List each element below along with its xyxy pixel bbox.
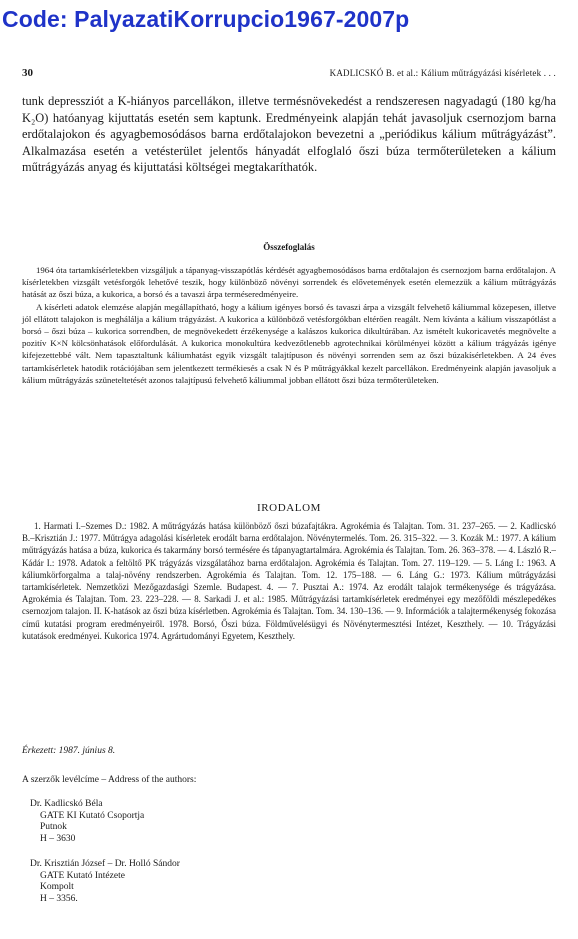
references-list: 1. Harmati I.–Szemes D.: 1982. A műtrágyázás hatása különböző őszi búzafajtákra. Agrokémia és Talajtan. Tom. 31. 237–265. — 2. Kadlicskó B.–Krisztián J.: 1977. Műtrágya adagolási kísérletek erodált barna erdőtalajon. Növénytermelés. Tom. 26. 315–322. — 3. Kozák M.: 1977. A kálium műtrágyázás hatása a búza, kukorica és takarmány borsó termésére és tápanyagtartalmára. Agrokémia és Talajtan. Tom. 26. 363–378. — 4. László R.–Kádár I.: 1978. Adatok a feltöltő PK trágyázás vizsgálatához barna erdőtalajon. Agrokémia és Talajtan. Tom. 27. 119–129. — 5. Láng I.: 1963. A káliumkörforgalma a talaj-növény rendszerben. Agrokémia és Talajtan. Tom. 12. 175–188. — 6. Láng G.: 1973. Kálium műtrágyázási tartamkísérletek. Nemzetközi Mezőgazdasági Szemle. Budapest. 4. — 7. Pusztai A.: 1974. Az erodált talajok termékenysége és trágyázása. Agrokémia és Talajtan. Tom. 23. 223–228. — 8. Sarkadi J. et al.: 1985. Műtrágyázási tartamkísérletek eredményei egy mezőföldi mészlepedékes csernozjom talajon. II. K-hatások az őszi búza kísérletben. Agrokémia és Talajtan. Tom. 34. 130–136. — 9. Információk a talajtermékenység fokozása című kutatási program eredményeiről. 1978. Borsó, Őszi búza. Földművelésügyi és Növénytermesztési Intézet, Keszthely. — 10. Trágyázási kutatások eredményei. Kukorica 1974. Agrártudományi Egyetem, Keszthely. [22, 521, 556, 641]
running-title: KADLICSKÓ B. et al.: Kálium műtrágyázási kísérletek . . . [329, 68, 556, 78]
address-heading: A szerzők levélcíme – Address of the authors: [22, 775, 197, 785]
received-date: Érkezett: 1987. június 8. [22, 746, 116, 756]
address-line: Putnok [40, 822, 67, 832]
address-line: GATE Kutató Intézete [40, 870, 125, 881]
document-code-label: Code: PalyazatiKorrupcio1967-2007p [2, 6, 410, 32]
address-line: H – 3630 [40, 833, 76, 844]
author-name: Dr. Kadlicskó Béla [30, 799, 103, 809]
address-line: Kompolt [40, 882, 74, 892]
summary-heading: Összefoglalás [263, 242, 315, 252]
summary-paragraph: 1964 óta tartamkísérletekben vizsgáljuk a tápanyag-visszapótlás kérdését agyagbemosódásos barna erdőtalajon és csernozjom barna erdőtalajon. A kísérletekben vizsgált vetésforgók lehetővé teszik, hogy különböző növényi sorrendek és elővetemények esetén elemezzük a kálium műtrágyázás hatását az őszi búza, a kukorica, a borsó és a tavaszi árpa terméseredményeire. [22, 265, 556, 300]
summary-section [22, 264, 556, 386]
address-line: GATE KI Kutató Csoportja [40, 810, 145, 821]
references-heading: IRODALOM [256, 502, 322, 514]
summary-paragraph: A kísérleti adatok elemzése alapján megállapítható, hogy a kálium igényes borsó és tavaszi árpa a vizsgált felvehető káliummal közepesen, illetve jól ellátott talajokon is meghálálja a kálium trágyázást. A kukorica a különböző vetésforgókban eltérően reagált. Nem kívánta a kálium visszapótlást a borsó – őszi búza – kukorica sorrendben, de megnövekedett érzékenysége a kalászos kukorica dikultúrában. Az ismételt kukoricavetés megnövelte a pozitív K×N kölcsönhatások előfordulását. A kukorica monokultúra kedvezőtlenebb agrotechnikai körülményei között a kálium trágyázás igénye kifejezettebbé vált. Nem tapasztaltunk káliumhatást egyik vizsgált talajtípuson és növényi sorrenden sem az őszi búzakísérletekben. A 24 éves tartamkísérletek hatodik rotációjában sem jelentkezett termékiesés a csak N és P műtrágyákkal kezelt parcellákon. Eredményeink alapján javasoljuk a kálium műtrágyázás szüneteltetését azonos talajtípusú felvehető káliummal jobban ellátott őszi búza termőterületeken. [22, 301, 556, 385]
address-line: H – 3356. [40, 893, 78, 904]
address-block [30, 799, 144, 845]
author-name: Dr. Krisztián József – Dr. Holló Sándor [30, 859, 180, 869]
address-block [30, 859, 180, 905]
intro-paragraph: tunk depressziót a K-hiányos parcellákon, illetve termésnövekedést a rendszeresen nagyadagú (180 kg/ha K₂O) hatóanyag kijuttatás esetén sem kaptunk. Eredményeink alapján tehát javasoljuk csernozjom barna erdőtalajokon és agyagbemosódásos barna erdőtalajokon bevezetni a „periódikus kálium műtrágyázást”. Alkalmazása esetén a vetésterület jelentős hányadát elfoglaló őszi búza termőterületeken a kálium műtrágyázás anyag és kijuttatási költségei megtakaríthatók. [22, 94, 556, 175]
page-header [22, 67, 556, 81]
page-number: 30 [22, 67, 33, 79]
